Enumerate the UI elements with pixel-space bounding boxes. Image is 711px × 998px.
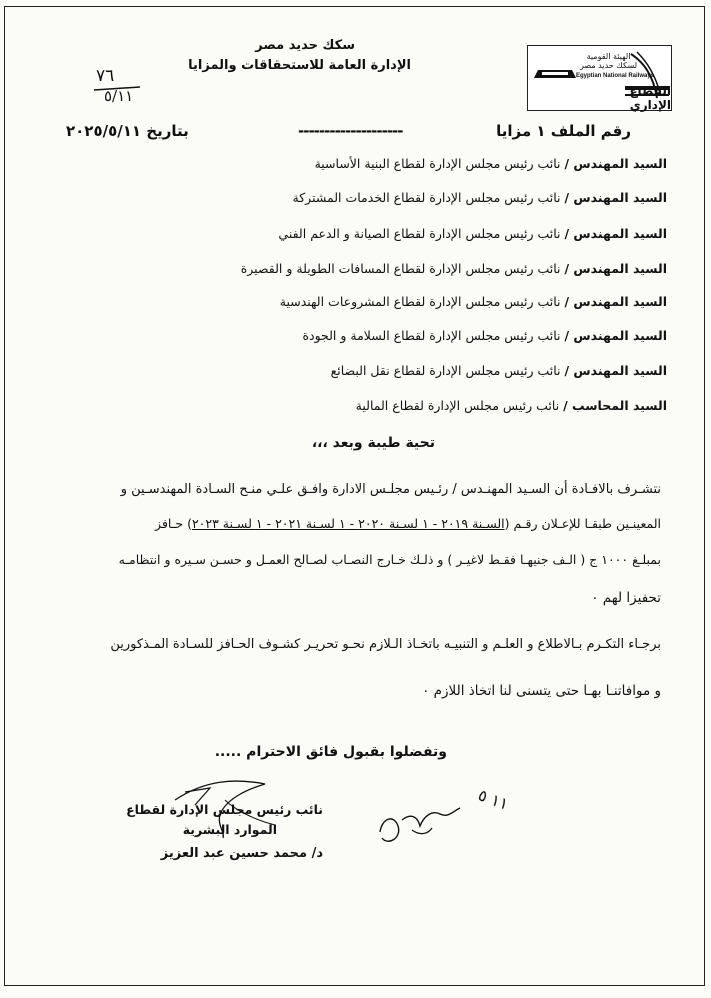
file-dashes: -------------------- <box>298 122 403 140</box>
logo-arabic-name: الهيئة القومية لسكك حديد مصر <box>580 52 638 70</box>
org-name: سكك حديد مصر <box>255 38 355 53</box>
railway-logo <box>527 45 672 111</box>
recipient-line: السيد المهندس / نائب رئيس مجلس الإدارة لقطاع الصيانة و الدعم الفني <box>278 226 667 241</box>
announcement-numbers: السـنة ٢٠١٩ - ١ لسـنة ٢٠٢٠ - ١ لسـنة ٢٠٢١ - ١ لسـنة ٢٠٢٣ <box>191 516 505 531</box>
handwritten-note: ١١ ٥ <box>475 785 512 814</box>
recipient-line: السيد المهندس / نائب رئيس مجلس الإدارة لقطاع المشروعات الهندسية <box>279 294 667 309</box>
recipient-line: السيد المهندس / نائب رئيس مجلس الإدارة لقطاع البنية الأساسية <box>314 156 667 171</box>
document-date: بتاريخ ٢٠٢٥/٥/١١ <box>66 122 189 140</box>
closing: وتفضلوا بقبول فائق الاحترام ..... <box>214 744 447 760</box>
handwritten-initials <box>372 790 492 860</box>
handwritten-number: ٧٦ <box>96 66 115 86</box>
signature-title: نائب رئيس مجلس الإدارة لقطاع <box>126 802 323 817</box>
signature-name: د/ محمد حسين عبد العزيز <box>160 846 323 861</box>
handwritten-number-2: ٥/١١ <box>104 87 134 105</box>
body-line: نتشـرف بالافـادة أن السـيد المهنـدس / رئـيس مجلـس الادارة وافـق علـي منـح السـادة المهندسـين و <box>120 482 661 497</box>
recipient-line: السيد المهندس / نائب رئيس مجلس الإدارة لقطاع السلامة و الجودة <box>302 328 667 343</box>
body-line: بمبلـغ ١٠٠٠ ج ( الـف جنيهـا فقـط لاغيـر ) و ذلـك خـارج النصـاب لصـالح العمـل و حسـن سـيره و انتظامـه <box>118 552 661 567</box>
body-line: برجـاء التكـرم بـالاطلاع و العلـم و التنبيـه باتخـاذ الـلازم نحـو تحريـر كشـوف الحـافز للسـادة المـذكورين <box>110 637 661 652</box>
recipient-line: السيد المهندس / نائب رئيس مجلس الإدارة لقطاع نقل البضائع <box>330 363 667 378</box>
body-line: المعينـين طبقـا للإعـلان رقـم (السـنة ٢٠١٩ - ١ لسـنة ٢٠٢٠ - ١ لسـنة ٢٠٢١ - ١ لسـنة ٢٠٢٣) حـافز <box>155 516 661 531</box>
signature-title-2: الموارد البشرية <box>182 822 277 837</box>
logo-sector-name: القطاع الإداري <box>629 84 671 112</box>
signature-scribble <box>165 770 285 840</box>
locomotive-icon <box>532 66 578 80</box>
file-number: رقم الملف ١ مزايا <box>496 122 631 140</box>
body-line: تحفيزا لهم ٠ <box>591 590 661 606</box>
recipient-line: السيد المحاسب / نائب رئيس مجلس الإدارة لقطاع المالية <box>355 398 667 413</box>
greeting: تحية طيبة وبعد ،،، <box>311 435 435 451</box>
dept-name: الإدارة العامة للاستحقاقات والمزايا <box>188 58 411 73</box>
logo-english-name: Egyptian National Railways <box>576 73 655 79</box>
body-line: و موافاتنـا بهـا حتى يتسنى لنا اتخاذ اللازم ٠ <box>422 683 661 699</box>
recipient-line: السيد المهندس / نائب رئيس مجلس الإدارة لقطاع المسافات الطويلة و القصيرة <box>240 261 667 276</box>
recipient-line: السيد المهندس / نائب رئيس مجلس الإدارة لقطاع الخدمات المشتركة <box>292 190 667 205</box>
